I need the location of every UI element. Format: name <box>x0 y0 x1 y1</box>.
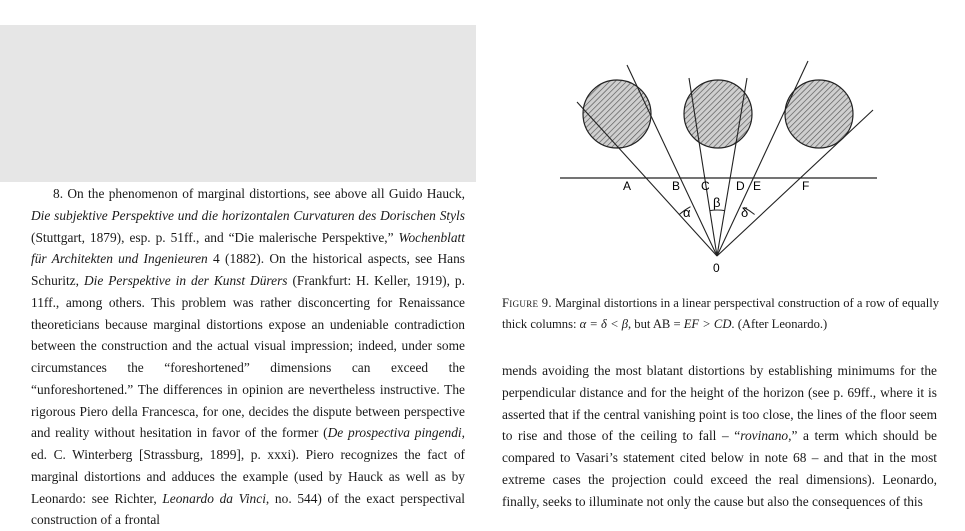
column-left <box>583 80 651 148</box>
footnote-number: 8. <box>53 186 64 201</box>
footnote-text: (Stuttgart, 1879), esp. p. 51ff., and “Die malerische Perspektive,” <box>31 229 399 245</box>
caption-text: . (After Leonardo.) <box>731 317 828 331</box>
body-text: ,” a term which should be compared to Vasari’s statement cited below in note 68 – and that in the most extreme cases the projection could exceed the real dimensions). Leonardo, finally, seeks to illuminate not only the cause but also the consequences of this <box>502 428 937 509</box>
caption-label: Figure 9. <box>502 296 552 310</box>
caption-formula: α = δ < β <box>579 317 628 331</box>
label-B: B <box>672 179 681 193</box>
title-italic: Die subjektive Perspektive und die horizontalen Curvaturen des Dorischen Styls <box>31 207 465 223</box>
caption-formula: EF > CD <box>683 317 732 331</box>
continued-text <box>502 360 937 512</box>
label-C: C <box>701 179 710 193</box>
perspective-diagram <box>555 28 885 278</box>
figure-9-diagram <box>555 28 885 278</box>
footnote-text: , ed. C. Winterberg [Strassburg, 1899], p. xxxi). Piero recognizes the fact of marginal distortions and adduces the example (used by Hauck as well as by Leonardo: see Richter, <box>31 425 465 506</box>
body-text: mends avoiding the most blatant distortions by establishing minimums for the perpendicular distance and for the height of the horizon (see p. 69ff., where it is asserted that if the central vanishing point is too close, the lines of the floor seem to rise and those of the ceiling to fall – “ <box>502 363 937 444</box>
continued-paragraph <box>502 360 937 512</box>
footnote-text: 4 (1882). On the historical aspects, see Hans Schuritz, <box>31 251 465 288</box>
label-origin: 0 <box>713 261 720 275</box>
label-alpha: α <box>683 205 691 220</box>
footnote-text: (Frankfurt: H. Keller, 1919), p. 11ff., among others. This problem was rather disconcerting for Renaissance theoreticians because marginal distortions expose an undeniable contradiction between the construction and the actual visual impression; indeed, under some circumstances the “foreshortened” dimensions can exceed the “unforeshortened.” The differences in opinion are nevertheless instructive. The rigorous Piero della Francesca, for one, decides the dispute between perspective and reality without hesitation in favor of the former ( <box>31 273 465 441</box>
title-italic: Die Perspektive in der Kunst Dürers <box>83 273 288 288</box>
title-italic: Wochenblatt für Architekten und Ingenieuren <box>31 229 465 267</box>
term-italic: rovinano <box>740 428 789 444</box>
image-placeholder-block <box>0 25 476 182</box>
label-delta: δ <box>741 205 749 220</box>
label-E: E <box>753 179 762 193</box>
label-F: F <box>802 179 810 193</box>
caption-text: Marginal distortions in a linear perspectival construction of a row of equally thick columns: <box>502 296 940 331</box>
figure-caption <box>502 293 942 335</box>
label-beta: β <box>713 195 721 210</box>
caption-text: , but AB = <box>627 317 684 331</box>
title-italic: De prospectiva pingendi <box>327 425 462 441</box>
footnote-text: , no. 544) of the exact perspectival construction of a frontal <box>31 490 465 528</box>
footnote-8 <box>31 183 465 531</box>
footnote-text: On the phenomenon of marginal distortions, see above all Guido Hauck, <box>63 186 465 201</box>
label-D: D <box>736 179 745 193</box>
footnote-paragraph <box>31 183 465 531</box>
label-A: A <box>623 179 632 193</box>
title-italic: Leonardo da Vinci <box>162 490 266 506</box>
